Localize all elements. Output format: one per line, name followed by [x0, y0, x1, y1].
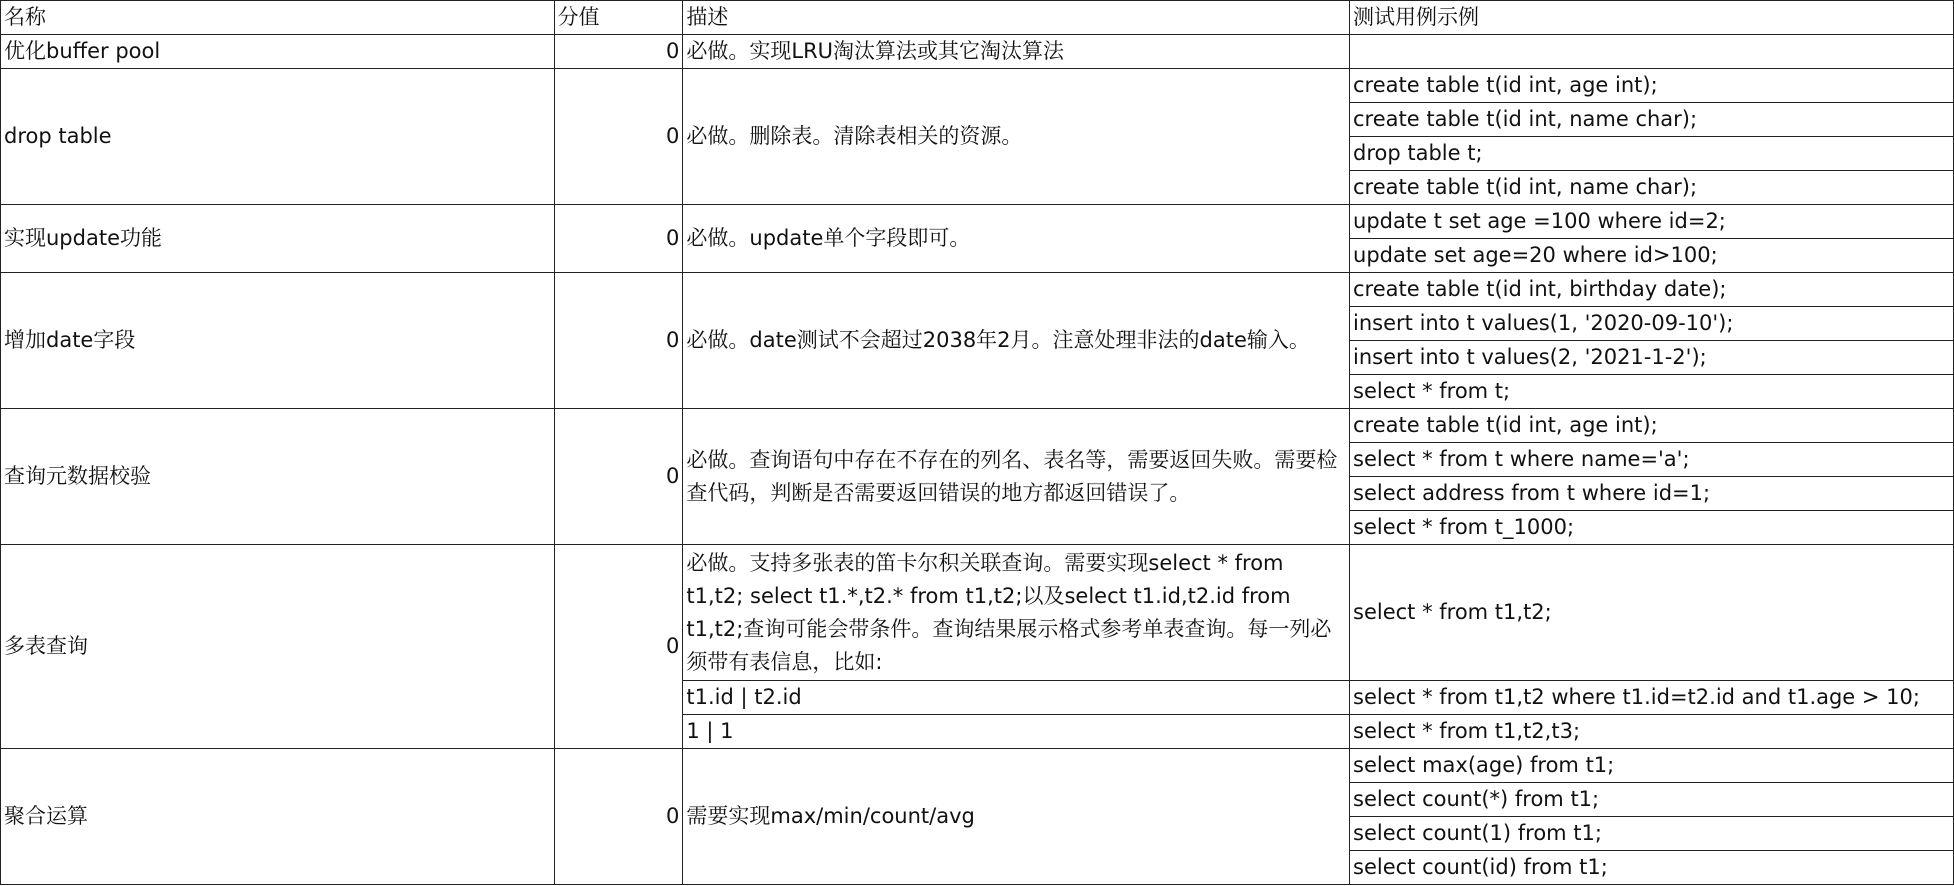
task-name: 多表查询: [1, 545, 555, 749]
task-desc-example: t1.id | t2.id: [683, 681, 1350, 715]
test-case: update set age=20 where id>100;: [1350, 239, 1954, 273]
task-name: 聚合运算: [1, 749, 555, 885]
table-row: [1, 69, 1954, 103]
test-case: create table t(id int, birthday date);: [1350, 273, 1954, 307]
test-case: select * from t;: [1350, 375, 1954, 409]
test-case: create table t(id int, name char);: [1350, 171, 1954, 205]
test-case: drop table t;: [1350, 137, 1954, 171]
task-desc: 必做。查询语句中存在不存在的列名、表名等，需要返回失败。需要检查代码，判断是否需要返回错误的地方都返回错误了。: [683, 409, 1350, 545]
test-case: update t set age =100 where id=2;: [1350, 205, 1954, 239]
test-case: create table t(id int, age int);: [1350, 409, 1954, 443]
task-score: 0: [554, 273, 683, 409]
test-case: select * from t_1000;: [1350, 511, 1954, 545]
task-desc: 必做。date测试不会超过2038年2月。注意处理非法的date输入。: [683, 273, 1350, 409]
header-row: [1, 1, 1954, 35]
task-score: 0: [554, 545, 683, 749]
test-case: insert into t values(2, '2021-1-2');: [1350, 341, 1954, 375]
test-case: [1350, 35, 1954, 69]
table-row: [1, 749, 1954, 783]
header-name: 名称: [1, 1, 555, 35]
table-row: [1, 545, 1954, 681]
task-desc: 需要实现max/min/count/avg: [683, 749, 1350, 885]
task-name: 查询元数据校验: [1, 409, 555, 545]
test-case: create table t(id int, name char);: [1350, 103, 1954, 137]
table-row: [1, 409, 1954, 443]
header-test: 测试用例示例: [1350, 1, 1954, 35]
test-case: insert into t values(1, '2020-09-10');: [1350, 307, 1954, 341]
task-name: 增加date字段: [1, 273, 555, 409]
task-name: drop table: [1, 69, 555, 205]
test-case: select * from t where name='a';: [1350, 443, 1954, 477]
task-score: 0: [554, 69, 683, 205]
test-case: select address from t where id=1;: [1350, 477, 1954, 511]
task-desc: 必做。实现LRU淘汰算法或其它淘汰算法: [683, 35, 1350, 69]
task-score: 0: [554, 749, 683, 885]
test-case: select count(1) from t1;: [1350, 817, 1954, 851]
task-desc: 必做。删除表。清除表相关的资源。: [683, 69, 1350, 205]
table-row: [1, 205, 1954, 239]
test-case: select * from t1,t2,t3;: [1350, 715, 1954, 749]
table-row: [1, 273, 1954, 307]
task-score: 0: [554, 205, 683, 273]
task-name: 实现update功能: [1, 205, 555, 273]
task-desc: 必做。update单个字段即可。: [683, 205, 1350, 273]
test-case: create table t(id int, age int);: [1350, 69, 1954, 103]
task-name: 优化buffer pool: [1, 35, 555, 69]
task-score: 0: [554, 35, 683, 69]
test-case: select max(age) from t1;: [1350, 749, 1954, 783]
task-desc-example: 1 | 1: [683, 715, 1350, 749]
test-case: select count(id) from t1;: [1350, 851, 1954, 885]
test-case: select * from t1,t2 where t1.id=t2.id and t1.age > 10;: [1350, 681, 1954, 715]
test-case: select * from t1,t2;: [1350, 545, 1954, 681]
test-case: select count(*) from t1;: [1350, 783, 1954, 817]
header-score: 分值: [554, 1, 683, 35]
table-row: [1, 35, 1954, 69]
task-score: 0: [554, 409, 683, 545]
header-desc: 描述: [683, 1, 1350, 35]
task-desc: 必做。支持多张表的笛卡尔积关联查询。需要实现select * from t1,t2; select t1.*,t2.* from t1,t2;以及select t1.id,t2.id from t1,t2;查询可能会带条件。查询结果展示格式参考单表查询。每一列必须带有表信息，比如:: [683, 545, 1350, 681]
